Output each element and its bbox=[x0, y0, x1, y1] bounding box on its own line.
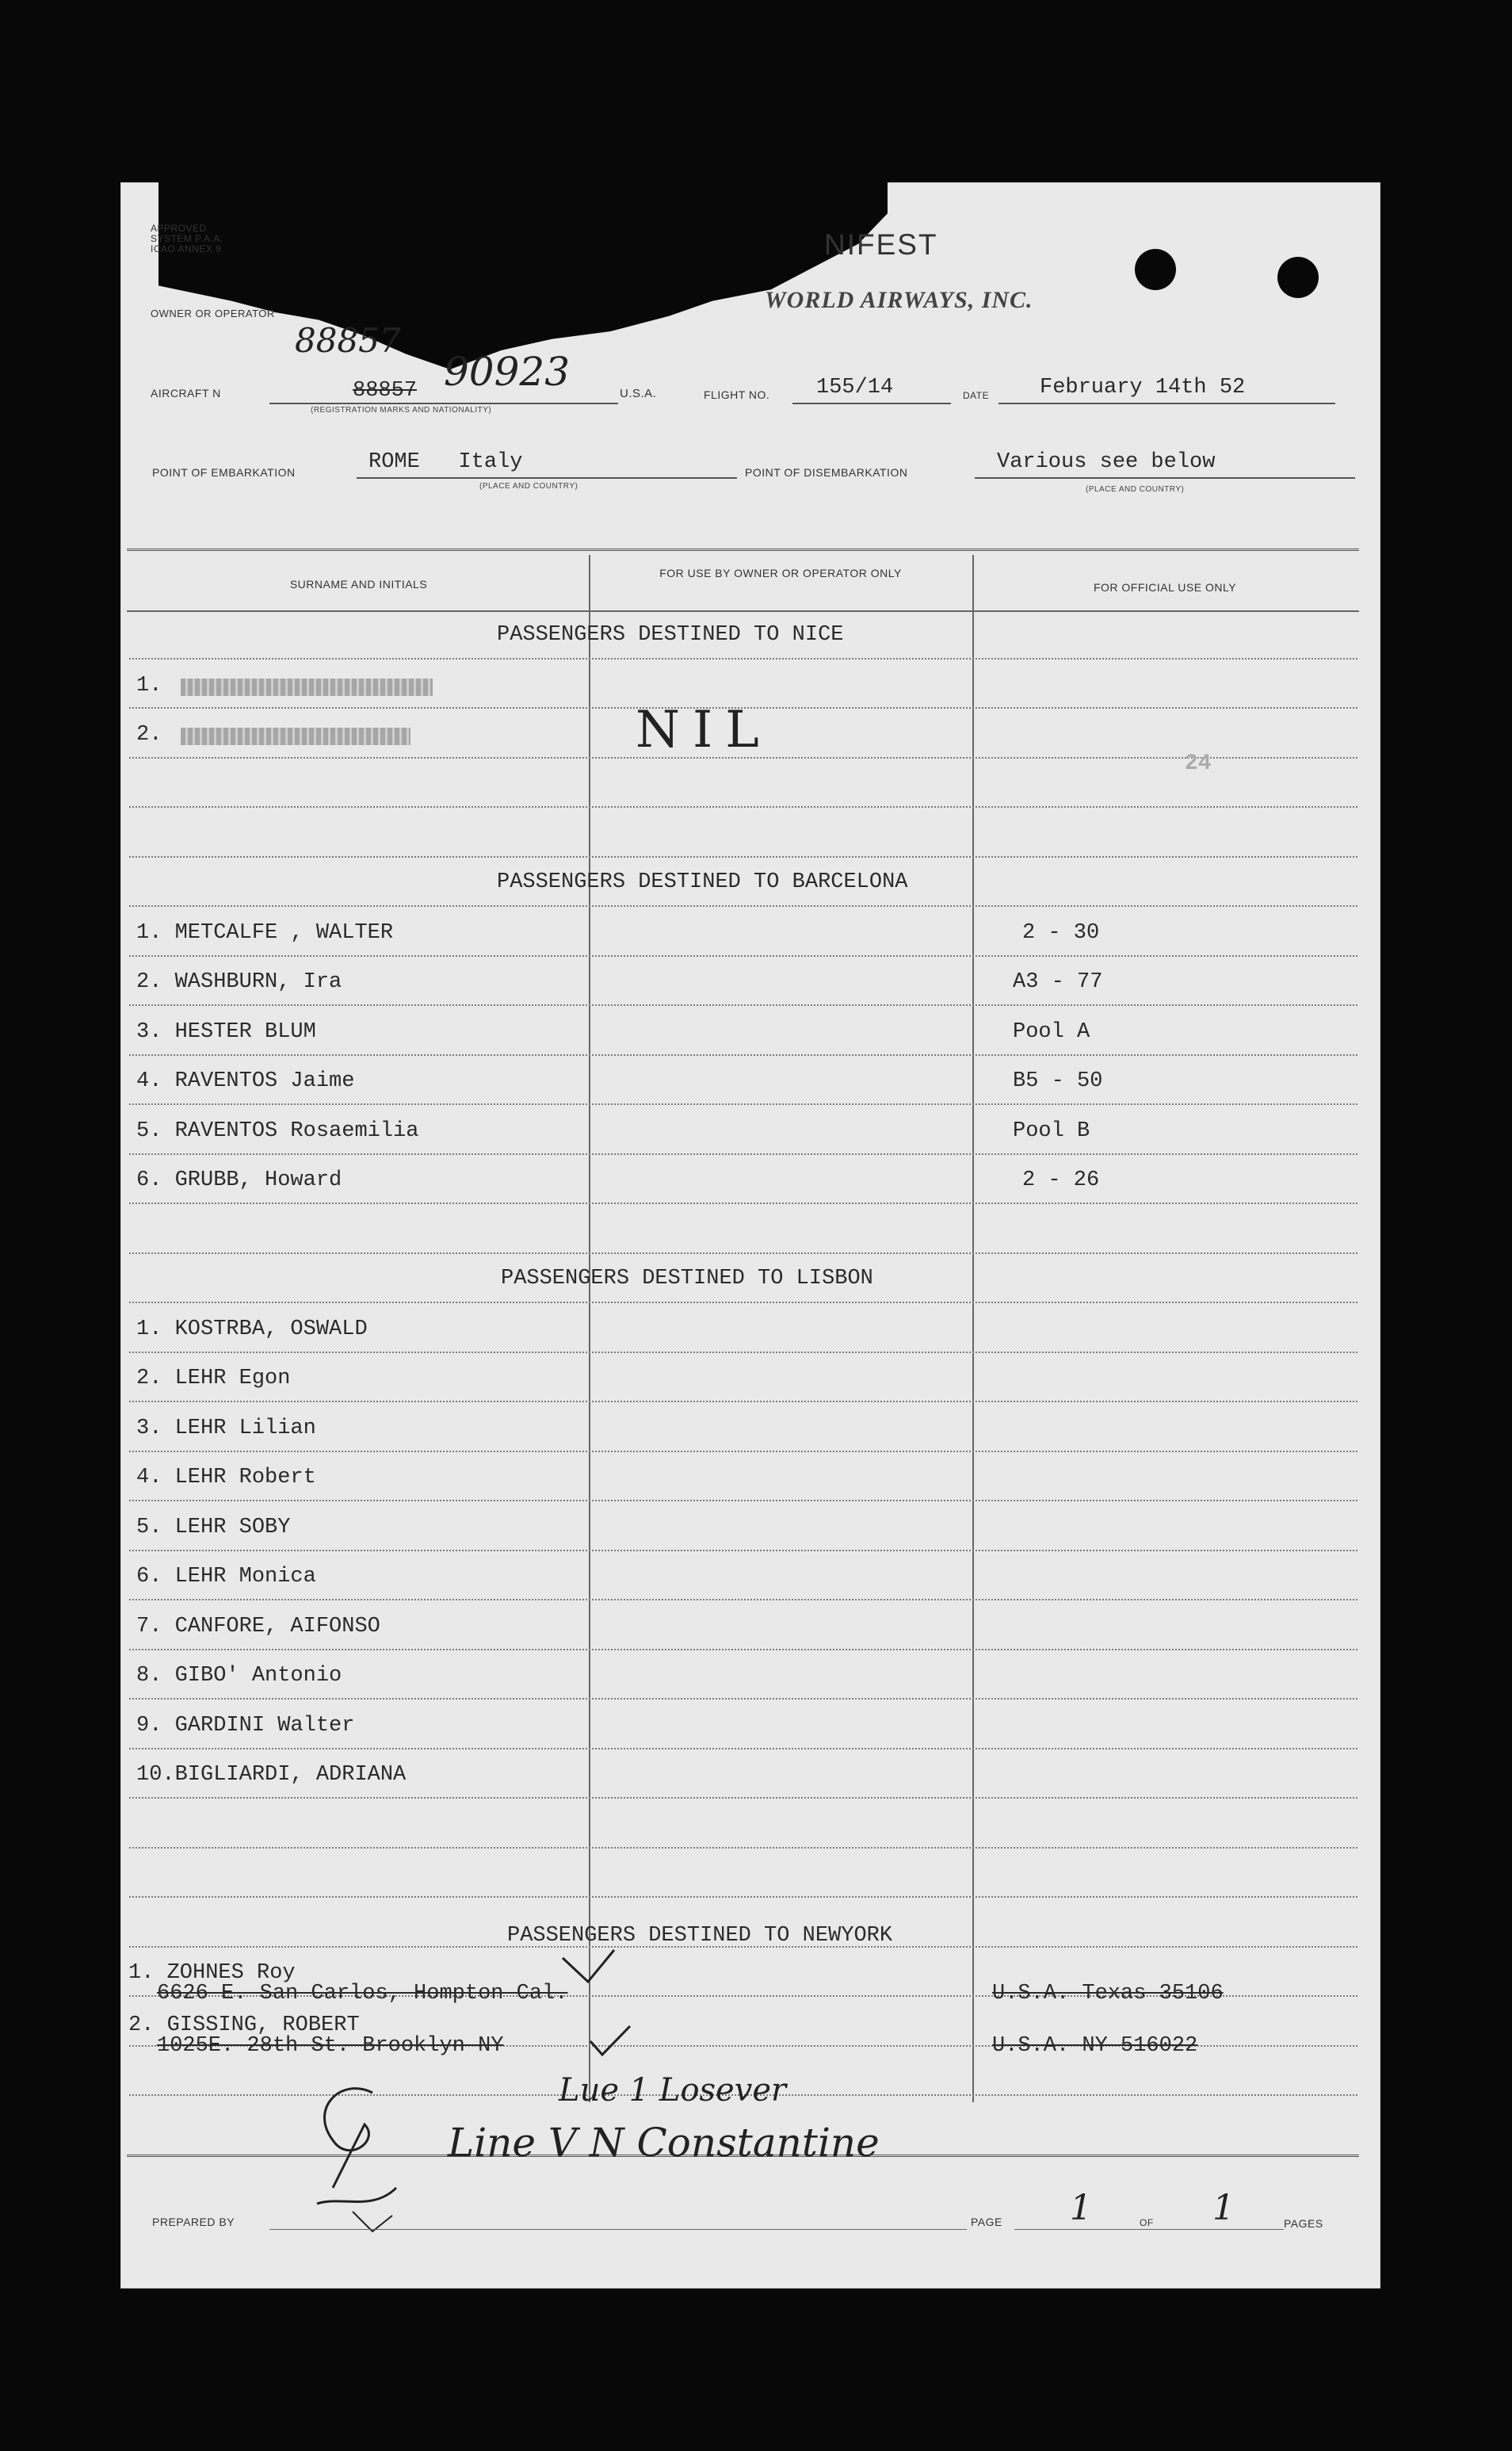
passenger-name: 3. HESTER BLUM bbox=[136, 1020, 316, 1044]
flight-label: FLIGHT NO. bbox=[704, 388, 770, 401]
passenger-name: 1. KOSTRBA, OSWALD bbox=[136, 1317, 368, 1341]
of-label: OF bbox=[1140, 2217, 1154, 2228]
passenger-name: 1. METCALFE , WALTER bbox=[136, 921, 394, 945]
prepared-by-label: PREPARED BY bbox=[152, 2216, 235, 2228]
prepared-by-underline bbox=[269, 2229, 967, 2230]
passenger-name: 2. LEHR Egon bbox=[136, 1367, 291, 1390]
aircraft-typed-number: 88857 bbox=[353, 379, 418, 403]
passenger-name: 5. LEHR SOBY bbox=[136, 1516, 291, 1539]
official-code: 2 - 26 bbox=[1022, 1168, 1100, 1192]
embarkation-caption: (PLACE AND COUNTRY) bbox=[479, 482, 578, 491]
passenger-address: 6626 E. San Carlos, Hompton Cal. bbox=[157, 1982, 568, 2006]
total-pages: 1 bbox=[1212, 2188, 1235, 2228]
signature-line-1: Lue 1 Losever bbox=[559, 2072, 787, 2109]
passenger-name: 6. LEHR Monica bbox=[136, 1565, 316, 1589]
passenger-name: 3. LEHR Lilian bbox=[136, 1417, 316, 1440]
passenger-name: 1. ZOHNES Roy bbox=[128, 1961, 296, 1985]
official-code: 2 - 30 bbox=[1022, 921, 1100, 945]
official-code: A3 - 77 bbox=[1013, 970, 1103, 994]
nice-row-1: 1. bbox=[136, 674, 162, 698]
signature-flourish bbox=[317, 2089, 396, 2204]
passenger-name: 8. GIBO' Antonio bbox=[136, 1664, 342, 1688]
passenger-name: 6. GRUBB, Howard bbox=[136, 1168, 342, 1192]
official-code: U.S.A. Texas 35106 bbox=[992, 1982, 1224, 2006]
approved-line-3: ICAO ANNEX 9 bbox=[151, 243, 222, 254]
disembarkation-label: POINT OF DISEMBARKATION bbox=[745, 466, 908, 479]
flight-date: February 14th 52 bbox=[1040, 376, 1246, 400]
page-label: PAGE bbox=[971, 2216, 1002, 2228]
aircraft-label: AIRCRAFT N bbox=[151, 387, 221, 400]
aircraft-correction: 90923 bbox=[444, 349, 571, 395]
approved-line-1: APPROVED bbox=[151, 223, 207, 234]
official-code: Pool B bbox=[1013, 1119, 1090, 1143]
approved-line-2: SYSTEM P.A.A. bbox=[151, 233, 223, 244]
section-heading-barcelona: PASSENGERS DESTINED TO BARCELONA bbox=[497, 870, 908, 894]
disembarkation-caption: (PLACE AND COUNTRY) bbox=[1086, 485, 1185, 494]
pages-label: PAGES bbox=[1284, 2217, 1323, 2230]
passenger-name: 2. WASHBURN, Ira bbox=[136, 970, 342, 994]
column-official-use: FOR OFFICIAL USE ONLY bbox=[1093, 581, 1237, 594]
embarkation-place: ROME Italy bbox=[368, 450, 523, 474]
passenger-name: 4. LEHR Robert bbox=[136, 1466, 316, 1489]
check-mark-icon bbox=[590, 2026, 630, 2055]
signature-line-2: Line V N Constantine bbox=[448, 2120, 880, 2166]
nice-row-2: 2. bbox=[136, 723, 162, 747]
page-number: 1 bbox=[1070, 2188, 1092, 2228]
section-heading-lisbon: PASSENGERS DESTINED TO LISBON bbox=[501, 1267, 873, 1291]
column-surname: SURNAME AND INITIALS bbox=[289, 578, 428, 591]
official-code: U.S.A. NY 516022 bbox=[992, 2034, 1198, 2058]
disembarkation-place: Various see below bbox=[997, 450, 1216, 474]
official-stamp-number: 24 bbox=[1185, 751, 1212, 776]
official-code: B5 - 50 bbox=[1013, 1069, 1103, 1093]
page-underline bbox=[1014, 2229, 1284, 2230]
section-heading-newyork: PASSENGERS DESTINED TO NEWYORK bbox=[507, 1924, 893, 1948]
nil-note: NIL bbox=[636, 701, 772, 759]
usa-label: U.S.A. bbox=[620, 387, 657, 400]
flight-number: 155/14 bbox=[816, 376, 894, 400]
passenger-address: 1025E. 28th St. Brooklyn NY bbox=[157, 2034, 504, 2058]
manifest-title: NIFEST bbox=[824, 228, 938, 261]
column-owner-use: FOR USE BY OWNER OR OPERATOR ONLY bbox=[659, 567, 902, 579]
passenger-name: 7. CANFORE, AIFONSO bbox=[136, 1615, 380, 1638]
date-label: DATE bbox=[963, 390, 990, 401]
owner-label: OWNER OR OPERATOR bbox=[151, 308, 275, 319]
section-heading-nice: PASSENGERS DESTINED TO NICE bbox=[497, 623, 844, 647]
aircraft-handwritten-number: 88857 bbox=[295, 321, 401, 360]
registration-caption: (REGISTRATION MARKS AND NATIONALITY) bbox=[311, 406, 492, 415]
airline-name: WORLD AIRWAYS, INC. bbox=[765, 287, 1033, 313]
passenger-name: 4. RAVENTOS Jaime bbox=[136, 1069, 355, 1093]
passenger-name: 10.BIGLIARDI, ADRIANA bbox=[136, 1763, 407, 1787]
passenger-name: 2. GISSING, ROBERT bbox=[128, 2013, 360, 2037]
passenger-name: 5. RAVENTOS Rosaemilia bbox=[136, 1119, 419, 1143]
official-code: Pool A bbox=[1013, 1020, 1090, 1044]
check-mark-icon bbox=[563, 1950, 614, 1982]
embarkation-label: POINT OF EMBARKATION bbox=[152, 466, 296, 479]
passenger-name: 9. GARDINI Walter bbox=[136, 1714, 355, 1738]
